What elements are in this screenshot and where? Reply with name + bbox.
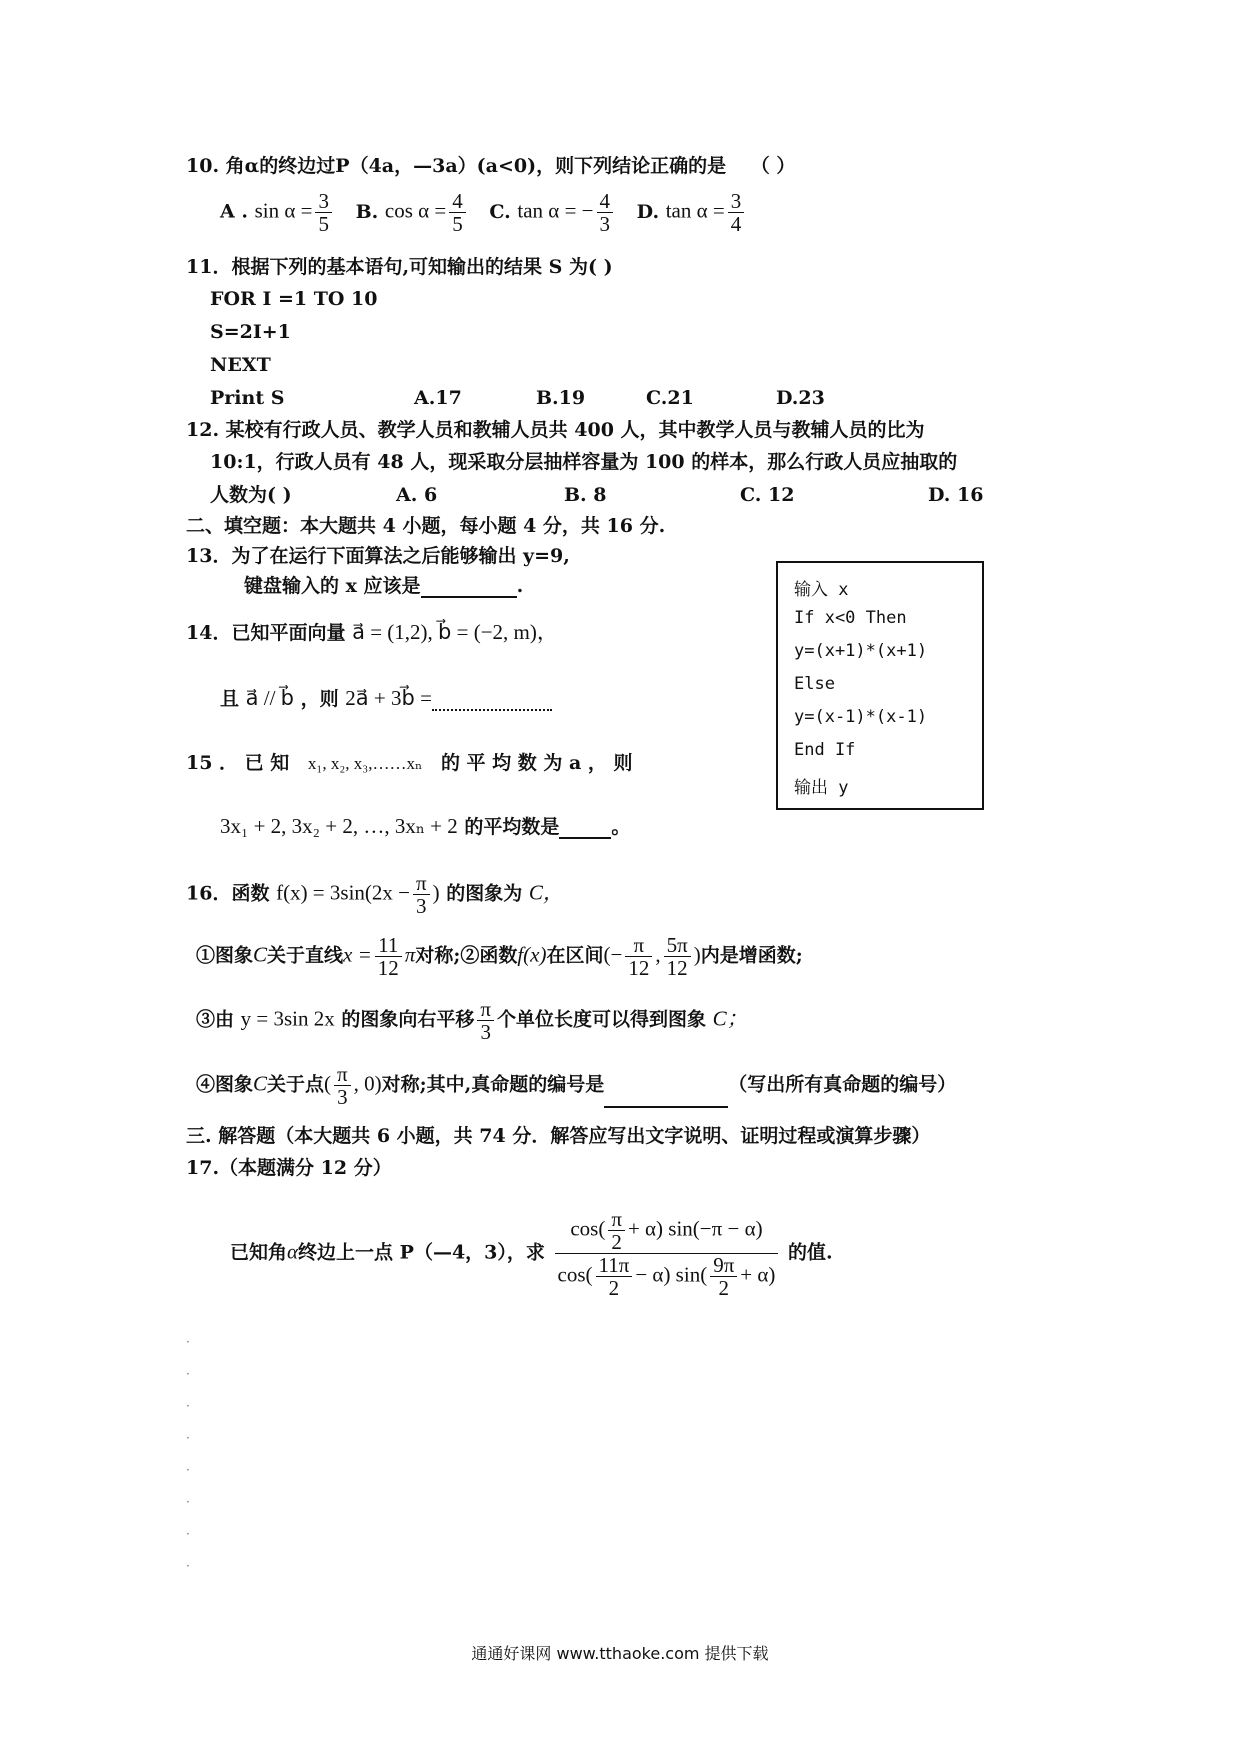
q14-answer-blank xyxy=(432,689,552,711)
q12-line-1: 12. 某校有行政人员、教学人员和教辅人员共 400 人，其中教学人员与教辅人员的比为 xyxy=(186,419,925,441)
q16-statement-4 xyxy=(196,1063,956,1108)
q16-s1-pi: π xyxy=(404,942,416,967)
q10-option-d-fraction xyxy=(728,190,745,235)
q16-s1-comma: , xyxy=(655,942,661,967)
frac-num: π xyxy=(608,1208,625,1231)
q11-code-line-1: FOR I =1 TO 10 xyxy=(210,288,378,310)
frac-den: 5 xyxy=(318,212,329,236)
margin-dot: · xyxy=(186,1495,190,1509)
q16-line-1 xyxy=(186,872,564,917)
frac-den: 4 xyxy=(730,212,742,236)
q10-answer-paren: （ ） xyxy=(750,155,796,177)
q15-answer-blank xyxy=(559,817,611,839)
frac-num: 9π xyxy=(710,1254,737,1277)
q10-option-b-expr: cos α = xyxy=(384,198,447,223)
q15-line-2 xyxy=(220,814,630,839)
q17-main-fraction xyxy=(555,1208,779,1299)
q17-mid: 终边上一点 P（—4，3），求 xyxy=(298,1241,545,1264)
q17-den-inner-fraction-2 xyxy=(710,1254,737,1299)
q16-s3-fraction xyxy=(477,998,494,1043)
algorithm-line-7: 输出 y xyxy=(794,778,849,798)
q12-line-2: 10:1，行政人员有 48 人，现采取分层抽样容量为 100 的样本，那么行政人员应抽取的 xyxy=(210,451,958,473)
q16-statement-1-2 xyxy=(196,934,803,979)
q10-option-a-fraction xyxy=(315,190,332,235)
footer-credit: 通通好课网 www.tthaoke.com 提供下载 xyxy=(471,1644,769,1663)
q10-option-b-label: B. xyxy=(355,200,379,223)
q16-s1-x: x = xyxy=(343,942,372,967)
q16-s4-close: , 0) xyxy=(353,1071,382,1096)
q11-option-b: B.19 xyxy=(536,387,586,409)
q16-s4-c: C xyxy=(253,1071,268,1096)
frac-den: 2 xyxy=(718,1276,729,1300)
q11-code-line-2: S=2I+1 xyxy=(210,321,291,343)
q13-line-2-text: 键盘输入的 x 应该是 xyxy=(244,575,421,597)
algorithm-line-6: End If xyxy=(794,740,856,760)
q16-fraction xyxy=(413,872,430,917)
q14-expression: 2a⃗ + 3b⃗ = xyxy=(345,686,432,710)
margin-dot: · xyxy=(186,1463,190,1477)
algorithm-line-5: y=(x-1)*(x-1) xyxy=(794,707,928,727)
frac-den: 3 xyxy=(599,212,611,236)
q14-line-1 xyxy=(186,620,558,645)
q16-s1-mid2: 对称;②函数 xyxy=(415,944,518,967)
frac-den: 3 xyxy=(416,894,427,918)
margin-dot: · xyxy=(186,1527,190,1541)
q16-s1-fraction xyxy=(375,934,402,979)
q17-den-inner-fraction-1 xyxy=(596,1254,633,1299)
q17-alpha: α xyxy=(287,1239,299,1264)
q10-option-c-expr: tan α = − xyxy=(517,198,594,223)
q11-code-line-3: NEXT xyxy=(210,354,271,376)
q17-title: 17.（本题满分 12 分） xyxy=(186,1157,392,1179)
q12-option-b: B. 8 xyxy=(564,484,607,506)
q14-vectors: a⃗ = (1,2), b⃗ = (−2, m)， xyxy=(352,620,558,644)
q13-line-1: 13．为了在运行下面算法之后能够输出 y=9, xyxy=(186,545,570,567)
q12-option-d: D. 16 xyxy=(928,484,984,506)
q10-stem-text: 10. 角α的终边过P（4a，—3a）(a<0)，则下列结论正确的是 xyxy=(186,155,727,177)
q16-s4-tail: （写出所有真命题的编号） xyxy=(728,1073,957,1096)
q10-option-c-fraction xyxy=(597,190,614,235)
q17-den-c: + α) xyxy=(740,1262,776,1287)
algorithm-box xyxy=(776,561,984,810)
q16-s1-mid3: 在区间 xyxy=(546,944,604,967)
section-3-heading: 三. 解答题（本大题共 6 小题，共 74 分．解答应写出文字说明、证明过程或演算步骤） xyxy=(186,1125,931,1147)
frac-den: 3 xyxy=(480,1020,491,1044)
frac-num: 4 xyxy=(597,190,614,213)
frac-num: π xyxy=(413,872,430,895)
q16-line-1-end: 的图象为 xyxy=(446,882,523,905)
q17-end: 的值. xyxy=(788,1241,833,1264)
q10-option-a-label: A . xyxy=(220,200,248,223)
q11-option-d: D.23 xyxy=(776,387,825,409)
frac-den: 2 xyxy=(608,1276,620,1300)
q16-s4-mid: 关于点 xyxy=(267,1073,325,1096)
q15-line-1-end: 的 平 均 数 为 a ， 则 xyxy=(440,752,633,774)
q16-s4-pre: ④图象 xyxy=(196,1073,254,1096)
q16-s1-int-left xyxy=(625,934,652,979)
q15-transformed: 3x₁ + 2, 3x₂ + 2, …, 3xₙ + 2 xyxy=(220,814,458,838)
q17-den-a: cos( xyxy=(557,1262,593,1287)
q16-s3-end: 个单位长度可以得到图象 xyxy=(497,1008,707,1031)
q16-s4-open: ( xyxy=(324,1071,332,1096)
q12-option-c: C. 12 xyxy=(740,484,795,506)
q17-den-b: − α) sin( xyxy=(635,1262,708,1287)
q15-sequence: x₁, x₂, x₃,……xₙ xyxy=(307,754,423,773)
frac-num: π xyxy=(625,934,652,957)
margin-dot: · xyxy=(186,1335,190,1349)
algorithm-line-1: 输入 x xyxy=(794,580,849,600)
frac-num: 11π xyxy=(596,1254,633,1277)
q16-s3-c: C； xyxy=(712,1006,748,1031)
q16-s3-math: y = 3sin 2x xyxy=(240,1006,335,1031)
frac-num: 3 xyxy=(728,190,745,213)
q11-option-c: C.21 xyxy=(646,387,694,409)
q12-line-3: 人数为( ) xyxy=(210,484,292,506)
q15-line-1 xyxy=(186,751,633,776)
q13-line-2-end: . xyxy=(516,575,524,597)
q14-line-2-mid: ，则 xyxy=(300,688,339,710)
frac-num: π xyxy=(334,1063,351,1086)
q16-s3-pre: ③由 xyxy=(196,1008,235,1031)
q17-numerator xyxy=(555,1208,779,1254)
frac-den: 2 xyxy=(611,1230,622,1254)
q16-s1-int-right xyxy=(664,934,691,979)
q12-option-a: A. 6 xyxy=(396,484,438,506)
q17-denominator xyxy=(555,1254,779,1299)
q10-option-b-fraction xyxy=(449,190,466,235)
q15-label: 15 ． 已 知 xyxy=(186,752,290,774)
frac-den: 12 xyxy=(628,956,650,980)
q15-line-2-tail: 。 xyxy=(611,816,631,838)
margin-dot: · xyxy=(186,1367,190,1381)
frac-num: 4 xyxy=(449,190,466,213)
q16-s1-mid: 关于直线 xyxy=(267,944,344,967)
q14-line-2 xyxy=(220,686,552,711)
q11-code-line-4: Print S xyxy=(210,387,285,409)
algorithm-line-2: If x<0 Then xyxy=(794,608,907,628)
q10-options xyxy=(220,190,747,235)
q10-stem xyxy=(186,154,795,178)
frac-den: 12 xyxy=(666,956,688,980)
frac-den: 12 xyxy=(377,956,399,980)
section-2-heading: 二、填空题：本大题共 4 小题，每小题 4 分，共 16 分. xyxy=(186,515,666,537)
q16-close-paren: ) xyxy=(432,880,440,905)
q14-line-2-pre: 且 xyxy=(220,688,240,710)
q16-s1-int-open: (− xyxy=(603,942,623,967)
frac-num: 3 xyxy=(315,190,332,213)
q11-option-a: A.17 xyxy=(414,387,462,409)
q16-s1-end: 内是增函数; xyxy=(700,944,803,967)
q13-line-2 xyxy=(244,574,523,598)
q17-num-a: cos( xyxy=(570,1216,606,1241)
q16-s3-mid: 的图象向右平移 xyxy=(341,1008,475,1031)
q16-s1-int-close: ) xyxy=(693,942,701,967)
q10-option-d-expr: tan α = xyxy=(665,198,725,223)
algorithm-line-4: Else xyxy=(794,674,835,694)
q15-line-2-end: 的平均数是 xyxy=(464,816,560,838)
q16-s4-fraction xyxy=(334,1063,351,1108)
margin-dot: · xyxy=(186,1431,190,1445)
q16-s1-pre: ①图象 xyxy=(196,944,254,967)
algorithm-line-3: y=(x+1)*(x+1) xyxy=(794,641,928,661)
margin-dot: · xyxy=(186,1399,190,1413)
frac-den: 5 xyxy=(452,212,463,236)
margin-dot: · xyxy=(186,1559,190,1573)
q16-s1-f: f(x) xyxy=(517,942,547,967)
frac-num: 5π xyxy=(664,934,691,957)
q16-answer-blank xyxy=(604,1086,728,1108)
q16-s4-end: 对称;其中,真命题的编号是 xyxy=(381,1073,605,1096)
frac-num: 11 xyxy=(375,934,402,957)
q16-s1-c: C xyxy=(253,942,268,967)
q11-stem: 11．根据下列的基本语句,可知输出的结果 S 为( ) xyxy=(186,256,613,278)
q17-pre: 已知角 xyxy=(230,1241,288,1264)
q17-num-b: + α) sin(−π − α) xyxy=(627,1216,763,1241)
q17-body xyxy=(230,1208,833,1299)
q16-label: 16．函数 xyxy=(186,882,270,905)
q14-parallel: a⃗ // b⃗ xyxy=(245,686,295,710)
q17-num-inner-fraction xyxy=(608,1208,625,1253)
q16-curve-c: C， xyxy=(528,880,564,905)
frac-num: π xyxy=(477,998,494,1021)
q16-function: f(x) = 3sin(2x − xyxy=(276,880,410,905)
q14-label: 14．已知平面向量 xyxy=(186,622,346,644)
q13-answer-blank xyxy=(421,576,517,598)
q10-option-a-expr: sin α = xyxy=(254,198,313,223)
q10-option-c-label: C. xyxy=(489,200,511,223)
q16-statement-3 xyxy=(196,998,748,1043)
q10-option-d-label: D. xyxy=(636,200,660,223)
frac-den: 3 xyxy=(337,1085,348,1109)
